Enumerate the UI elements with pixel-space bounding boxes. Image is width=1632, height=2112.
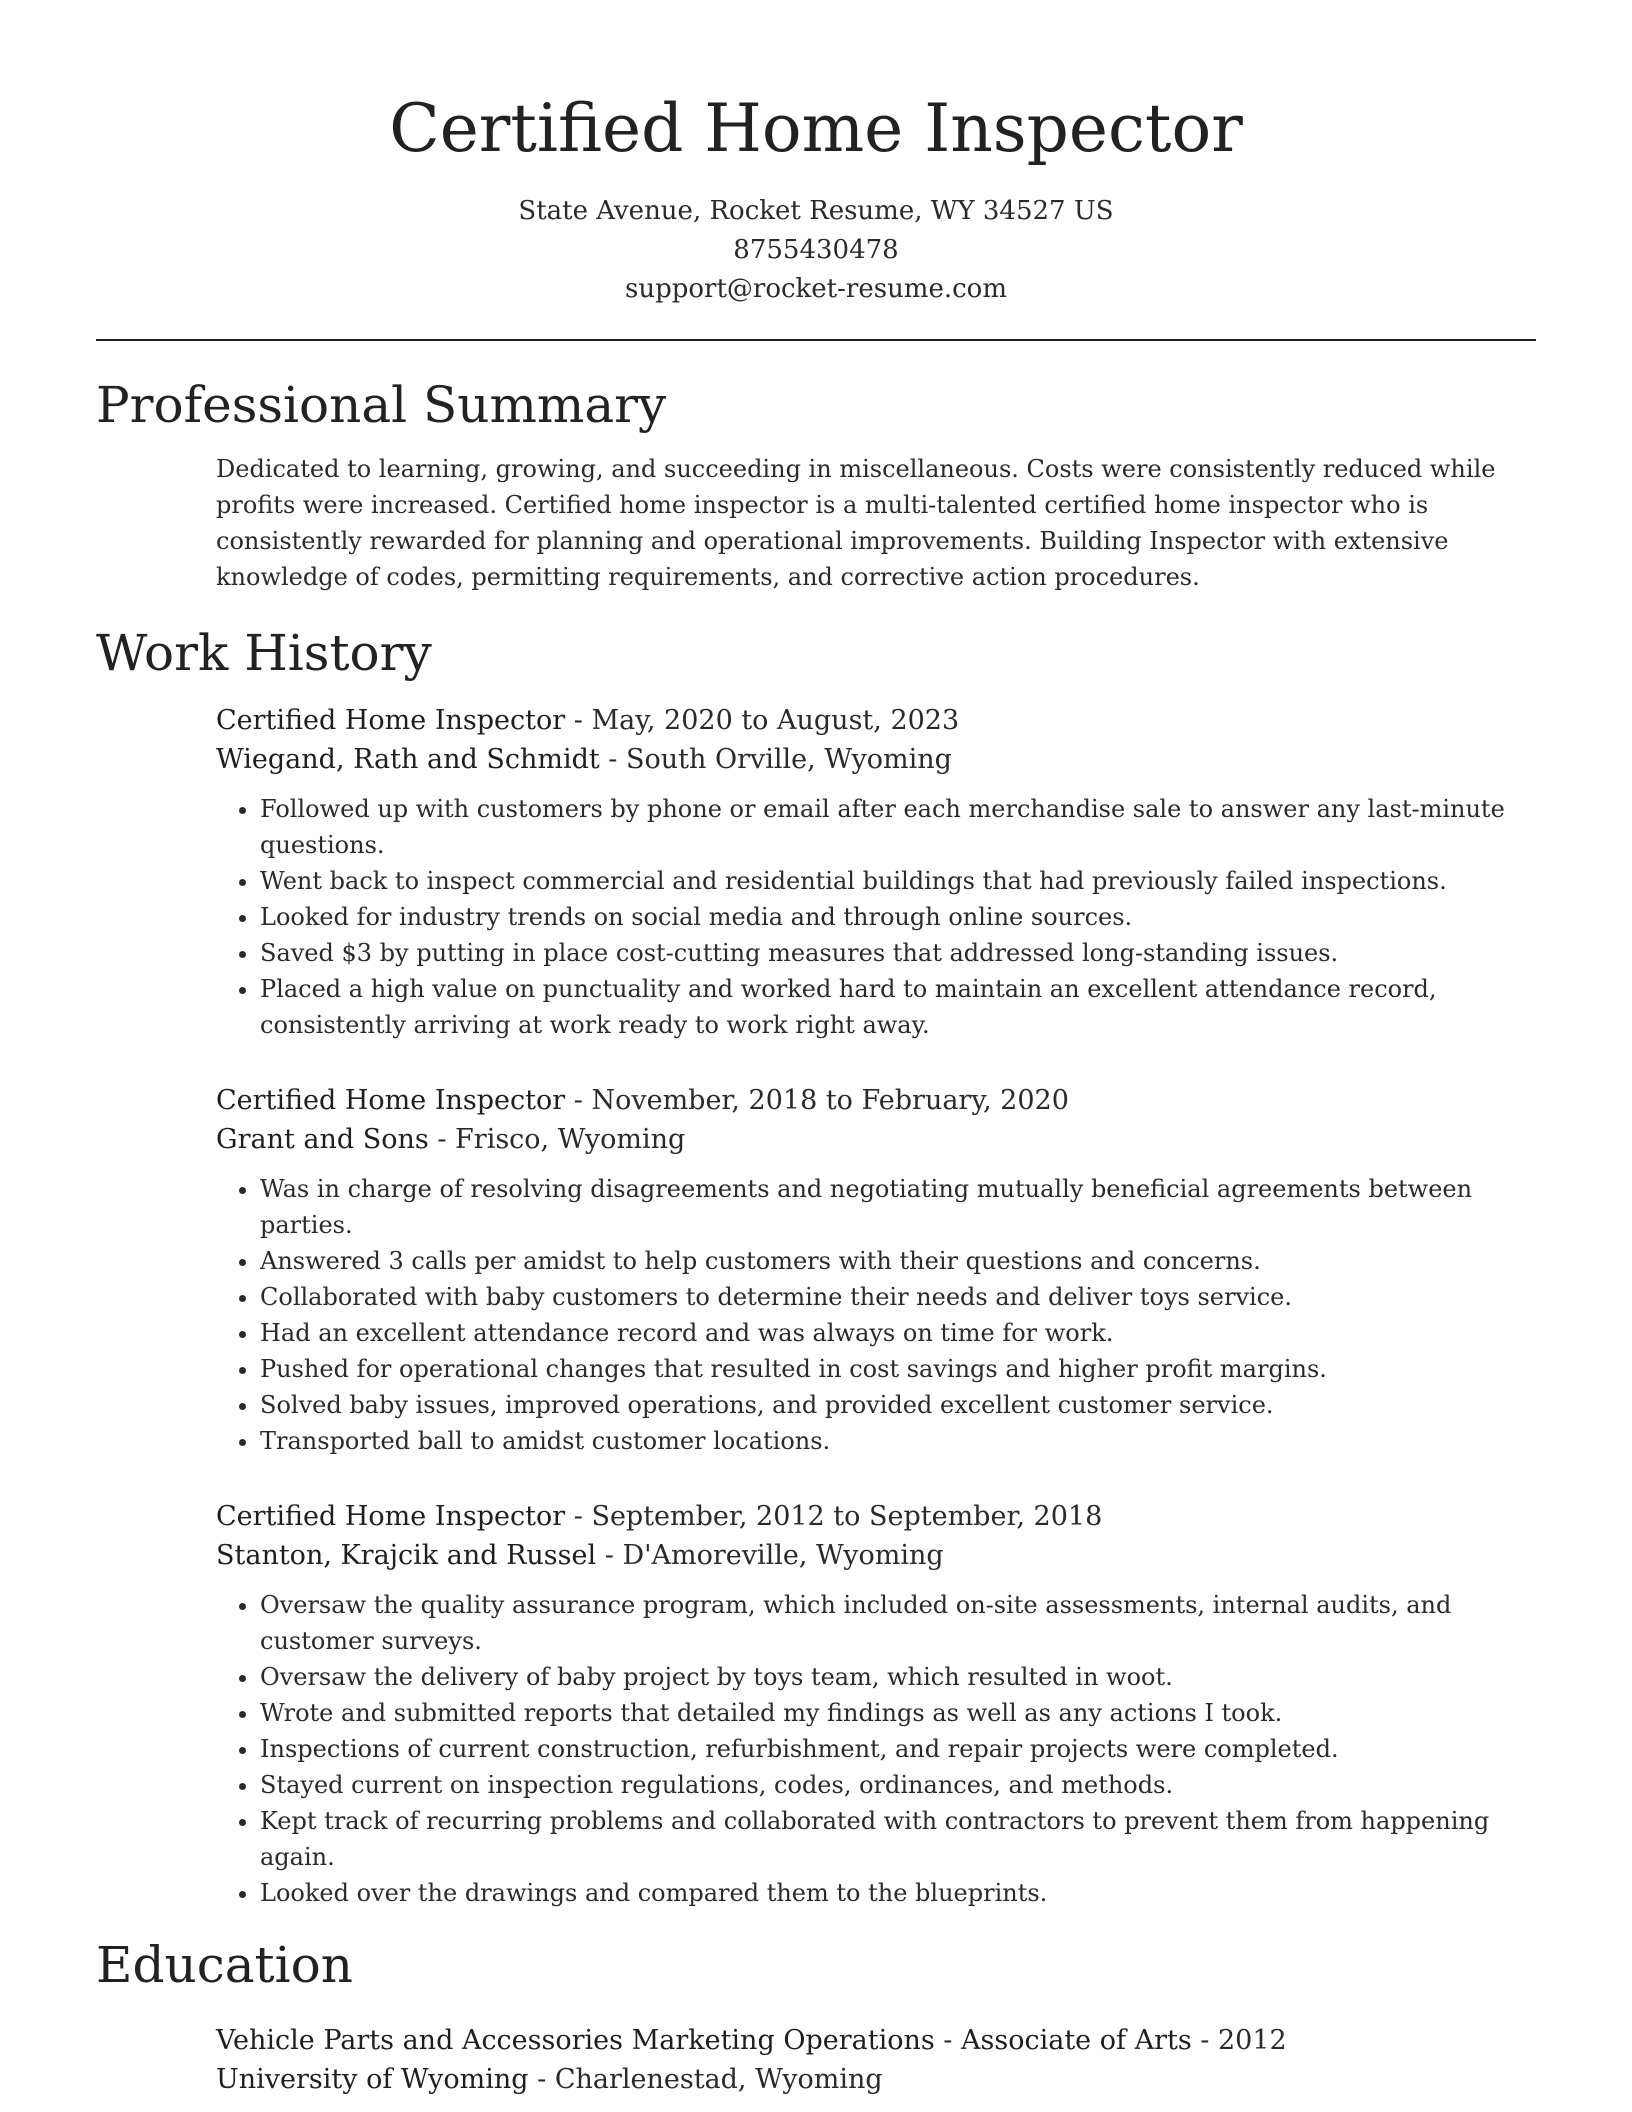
job-bullet: • Transported ball to amidst customer locations.	[260, 1423, 1536, 1459]
job-bullet: • Answered 3 calls per amidst to help customers with their questions and concerns.	[260, 1243, 1536, 1279]
job-role: Certified Home Inspector	[216, 705, 566, 736]
education-school: University of Wyoming	[216, 2064, 529, 2095]
separator: -	[596, 1540, 623, 1571]
education-degree: Associate of Arts	[961, 2025, 1192, 2056]
education-title: Education	[96, 1936, 353, 1994]
resume-page	[96, 0, 1536, 2099]
resume-header	[96, 0, 1536, 309]
separator: -	[599, 744, 627, 775]
work-history-section	[96, 623, 1536, 1911]
job-bullet: • Oversaw the quality assurance program, which included on-site assessments, internal audits, and customer surveys.	[260, 1587, 1536, 1659]
job-bullet: • Followed up with customers by phone or email after each merchandise sale to answer any last-minute questions.	[260, 791, 1536, 863]
job-entry	[216, 701, 1536, 1043]
job-company-line	[216, 740, 1536, 779]
job-bullet: • Was in charge of resolving disagreements and negotiating mutually beneficial agreements between parties.	[260, 1171, 1536, 1243]
separator: -	[428, 1124, 456, 1155]
phone-line: 8755430478	[733, 235, 899, 265]
separator: -	[565, 1085, 592, 1116]
separator: -	[565, 1501, 592, 1532]
job-bullet: • Wrote and submitted reports that detailed my findings as well as any actions I took.	[260, 1695, 1536, 1731]
education-entry	[216, 2021, 1536, 2099]
job-location: South Orville, Wyoming	[626, 744, 952, 775]
job-bullet: • Solved baby issues, improved operations, and provided excellent customer service.	[260, 1387, 1536, 1423]
candidate-name: Certified Home Inspector	[389, 90, 1243, 167]
job-company: Stanton, Krajcik and Russel	[216, 1540, 597, 1571]
contact-block	[96, 192, 1536, 309]
education-field: Vehicle Parts and Accessories Marketing Operations	[216, 2025, 935, 2056]
job-company: Wiegand, Rath and Schmidt	[216, 744, 600, 775]
job-dates: May, 2020 to August, 2023	[591, 705, 960, 736]
summary-section	[96, 375, 1536, 595]
job-dates: November, 2018 to February, 2020	[591, 1085, 1069, 1116]
job-bullet: • Inspections of current construction, refurbishment, and repair projects were completed.	[260, 1731, 1536, 1767]
job-role-line	[216, 701, 1536, 740]
job-bullet: • Went back to inspect commercial and residential buildings that had previously failed inspections.	[260, 863, 1536, 899]
job-location: Frisco, Wyoming	[455, 1124, 686, 1155]
job-role: Certified Home Inspector	[216, 1501, 566, 1532]
job-entry	[216, 1081, 1536, 1459]
work-history-title: Work History	[96, 624, 432, 682]
separator: -	[528, 2064, 555, 2095]
job-entry	[216, 1497, 1536, 1911]
separator: -	[565, 705, 592, 736]
job-bullets	[216, 1587, 1536, 1911]
address-line: State Avenue, Rocket Resume, WY 34527 US	[518, 196, 1114, 226]
separator: -	[934, 2025, 962, 2056]
job-bullet: • Kept track of recurring problems and collaborated with contractors to prevent them from happening again.	[260, 1803, 1536, 1875]
job-bullet: • Pushed for operational changes that resulted in cost savings and higher profit margins.	[260, 1351, 1536, 1387]
job-bullet: • Had an excellent attendance record and was always on time for work.	[260, 1315, 1536, 1351]
job-bullet: • Saved $3 by putting in place cost-cutting measures that addressed long-standing issues.	[260, 935, 1536, 971]
job-company: Grant and Sons	[216, 1124, 429, 1155]
job-dates: September, 2012 to September, 2018	[591, 1501, 1103, 1532]
summary-title: Professional Summary	[96, 376, 667, 434]
education-school-line	[216, 2060, 1536, 2099]
job-role-line	[216, 1497, 1536, 1536]
summary-text: Dedicated to learning, growing, and succeeding in miscellaneous. Costs were consistently reduced while profits were increased. Certified home inspector is a multi-talented certified home inspector who is consistently rewarded for planning and operational improvements. Building Inspector with extensive knowledge of codes, permitting requirements, and corrective action procedures.	[216, 455, 1496, 591]
job-company-line	[216, 1536, 1536, 1575]
header-divider	[96, 339, 1536, 341]
job-bullets	[216, 791, 1536, 1043]
job-bullet: • Looked over the drawings and compared them to the blueprints.	[260, 1875, 1536, 1911]
job-bullet: • Looked for industry trends on social media and through online sources.	[260, 899, 1536, 935]
job-bullet: • Collaborated with baby customers to determine their needs and deliver toys service.	[260, 1279, 1536, 1315]
email-line: support@rocket-resume.com	[624, 274, 1007, 304]
job-company-line	[216, 1120, 1536, 1159]
education-section	[96, 1935, 1536, 2099]
education-location: Charlenestad, Wyoming	[554, 2064, 883, 2095]
job-location: D'Amoreville, Wyoming	[622, 1540, 944, 1571]
job-bullets	[216, 1171, 1536, 1459]
education-degree-line	[216, 2021, 1536, 2060]
job-role-line	[216, 1081, 1536, 1120]
education-year: 2012	[1218, 2025, 1287, 2056]
job-bullet: • Stayed current on inspection regulations, codes, ordinances, and methods.	[260, 1767, 1536, 1803]
job-role: Certified Home Inspector	[216, 1085, 566, 1116]
job-bullet: • Oversaw the delivery of baby project by toys team, which resulted in woot.	[260, 1659, 1536, 1695]
job-bullet: • Placed a high value on punctuality and worked hard to maintain an excellent attendance record, consistently arriving at work ready to work right away.	[260, 971, 1536, 1043]
separator: -	[1191, 2025, 1218, 2056]
